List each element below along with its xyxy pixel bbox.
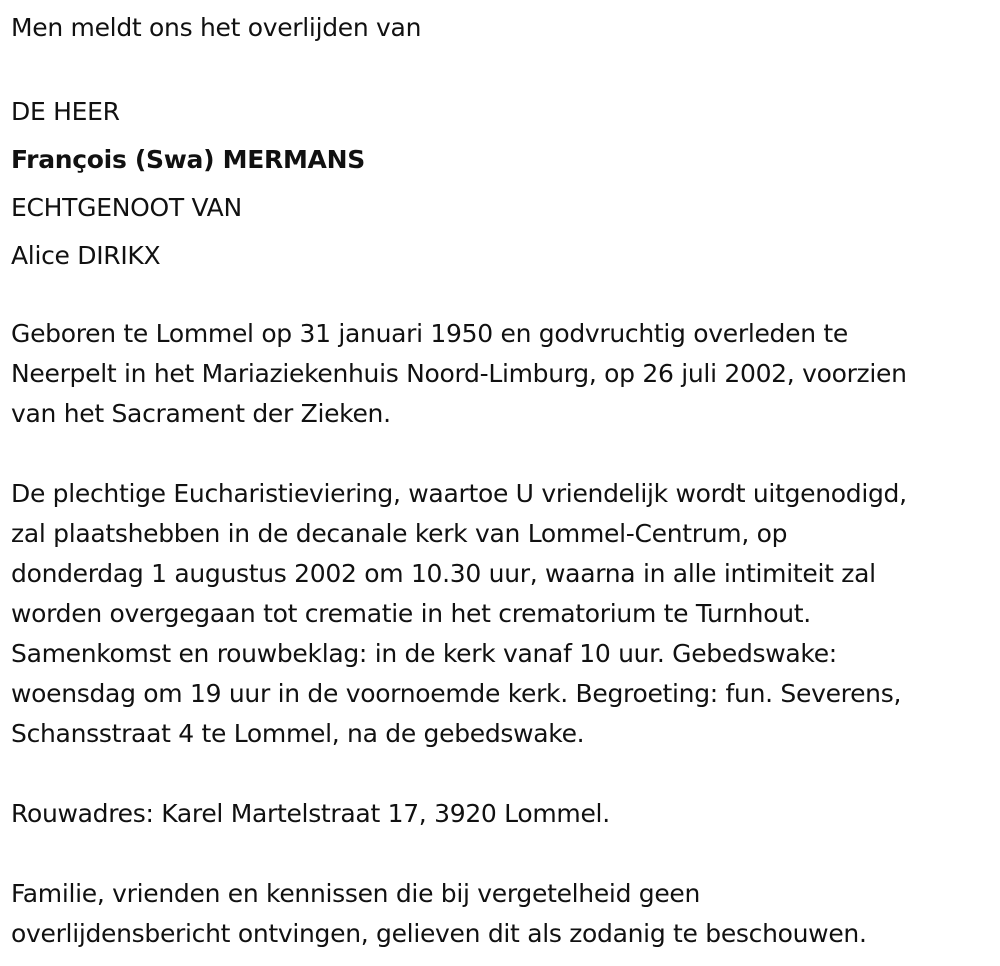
paragraph-line: Familie, vrienden en kennissen die bij vergetelheid geen [11, 879, 701, 908]
obituary-notice [11, 8, 996, 954]
intro-text: Men meldt ons het overlijden van [11, 13, 422, 42]
deceased-name: François (Swa) MERMANS [11, 145, 365, 174]
paragraph-line: Schansstraat 4 te Lommel, na de gebedswake. [11, 719, 585, 748]
paragraph-line: Samenkomst en rouwbeklag: in de kerk vanaf 10 uur. Gebedswake: [11, 639, 837, 668]
mourning-address: Rouwadres: Karel Martelstraat 17, 3920 Lommel. [11, 799, 610, 828]
spouse-name: Alice DIRIKX [11, 241, 161, 270]
paragraph-line: overlijdensbericht ontvingen, gelieven dit als zodanig te beschouwen. [11, 919, 867, 948]
paragraph-line: woensdag om 19 uur in de voornoemde kerk. Begroeting: fun. Severens, [11, 679, 902, 708]
paragraph-line: zal plaatshebben in de decanale kerk van Lommel-Centrum, op [11, 519, 788, 548]
paragraph-line: donderdag 1 augustus 2002 om 10.30 uur, waarna in alle intimiteit zal [11, 559, 876, 588]
paragraph-line: van het Sacrament der Zieken. [11, 399, 391, 428]
closing-paragraph [11, 874, 996, 954]
paragraph-line: De plechtige Eucharistieviering, waartoe U vriendelijk wordt uitgenodigd, [11, 479, 907, 508]
paragraph-line: Neerpelt in het Mariaziekenhuis Noord-Limburg, op 26 juli 2002, voorzien [11, 359, 907, 388]
paragraph-line: Geboren te Lommel op 31 januari 1950 en godvruchtig overleden te [11, 319, 848, 348]
deceased-header [11, 88, 996, 280]
birth-death-paragraph [11, 314, 996, 434]
ceremony-paragraph [11, 474, 996, 754]
paragraph-line: worden overgegaan tot crematie in het crematorium te Turnhout. [11, 599, 811, 628]
title-prefix: DE HEER [11, 97, 120, 126]
relation-label: ECHTGENOOT VAN [11, 193, 242, 222]
